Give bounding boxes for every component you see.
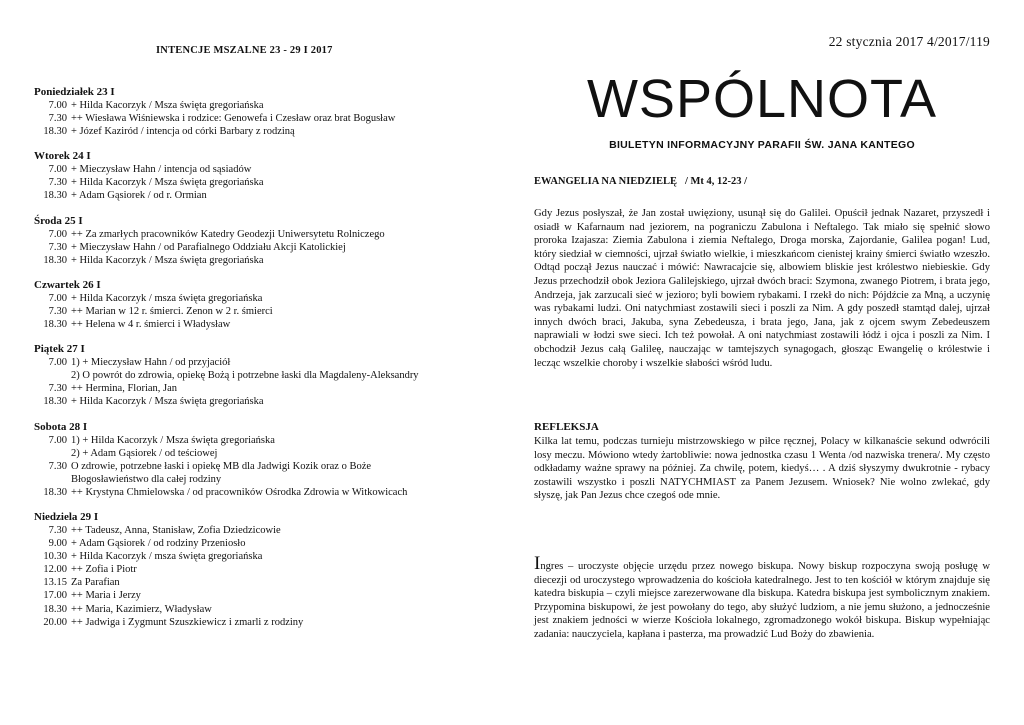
intention-row [34,550,504,563]
intention-row [34,576,504,589]
ingres-text: ngres – uroczyste objęcie urzędu przez nowego biskupa. Nowy biskup rozpoczyna swoją posługę w diecezji od uroczystego wprowadzenia do kościoła katedralnego. Jest to ten kościół w którym znajduje się katedra biskupia – czyli miejsce zarezerwowane dla biskupa. Katedra biskupa jest symbolicznym znakiem. Przypomina biskupowi, że jest powołany do tego, aby służyć ludziom, a nie jemu służono, a jednocześnie jest znakiem jedności w wierze Kościoła lokalnego, zgromadzonego wokół biskupa. Biskup wypełniając zadania: nauczyciela, kapłana i pasterza, ma prowadzić Lud Boży do zbawienia. [534,561,990,640]
intention-text: + Mieczysław Hahn / intencja od sąsiadów [71,164,252,176]
intention-row [34,603,504,616]
mass-time: 7.30 [48,383,67,395]
mass-time: 7.00 [48,357,67,369]
intention-text: + Hilda Kacorzyk / Msza święta gregoriańska [71,396,264,408]
intention-text: ++ Maria i Jerzy [71,590,141,602]
intention-text: ++ Helena w 4 r. śmierci i Władysław [71,319,231,331]
day-block [34,214,504,267]
gospel-text: Gdy Jezus posłyszał, że Jan został uwięziony, usunął się do Galilei. Opuścił jednak Nazaret, przyszedł i osiadł w Kafarnaum nad jeziorem, na pograniczu Zabulona i Neftalego. Tak miało się spełnić słowo proroka Izajasza: Ziemia Zabulona i ziemia Neftalego, Droga morska, Zajordanie, Galilea pogan! Lud, który siedział w ciemności, ujrzał światło wielkie, i mieszkańcom cienistej krainy śmierci światło wzeszło. Odtąd począł Jezus nauczać i mówić: Nawracajcie się, albowiem bliskie jest królestwo niebieskie. Gdy Jezus przechodził obok Jeziora Galilejskiego, ujrzał dwóch braci: Szymona, zwanego Piotrem, i brata jego, Andrzeja, jak zarzucali sieć w jezioro; byli bowiem rybakami. I rzekł do nich: Pójdźcie za Mną, a uczynię was rybakami ludzi. Oni natychmiast zostawili sieci i poszli za Nim. A gdy poszedł stamtąd dalej, ujrzał innych dwóch braci, Jakuba, syna Zebedeusza, i brata jego, Jana, jak z ojcem swym Zebedeuszem naprawiali w łodzi swe sieci. Ich też powołał. A oni natychmiast zostawili łódź i ojca i poszli za Nim. I obchodził Jezus całą Galileę, nauczając w tamtejszych synagogach, głosząc Ewangelię o królestwie i lecząc wszelkie choroby i wszelkie słabości wśród ludu. [534,208,990,369]
mass-time: 20.00 [43,616,67,628]
intention-row [34,125,504,138]
issue-date-number: 22 stycznia 2017 4/2017/119 [828,34,990,49]
day-block [34,510,504,629]
intention-row [34,563,504,576]
intention-text: ++ Za zmarłych pracowników Katedry Geodezji Uniwersytetu Rolniczego [71,228,385,240]
intention-text: + Hilda Kacorzyk / msza święta gregoriańska [71,551,263,563]
intention-text: + Adam Gąsiorek / od rodziny Przeniosło [71,538,246,550]
mass-time [34,447,71,460]
intention-row [34,356,504,369]
intention-text: + Mieczysław Hahn / od Parafialnego Oddziału Akcji Katolickiej [71,241,346,253]
intention-row [34,473,504,486]
mass-time: 18.30 [43,190,67,202]
mass-time: 12.00 [43,564,67,576]
intention-text: 2) O powrót do zdrowia, opiekę Bożą i potrzebne łaski dla Magdaleny-Aleksandry [71,370,419,382]
day-block [34,342,504,408]
intention-row [34,524,504,537]
day-name: Piątek 27 I [34,343,85,356]
intention-text: + Józef Kaziród / intencja od córki Barbary z rodziną [71,126,295,138]
intention-row [34,486,504,499]
mass-time: 7.30 [48,460,67,472]
intention-row [34,369,504,382]
gospel-heading-label: EWANGELIA NA NIEDZIELĘ [534,176,677,187]
intention-text: ++ Maria, Kazimierz, Władysław [71,603,212,615]
mass-time: 18.30 [43,126,67,138]
intention-row [34,318,504,331]
mass-time: 9.00 [48,538,67,550]
intention-row [34,228,504,241]
gospel-reference: / Mt 4, 12-23 / [684,176,748,187]
day-block [34,149,504,202]
intention-text: + Adam Gąsiorek / od r. Ormian [71,190,207,202]
intention-row [34,163,504,176]
intention-text: 1) + Hilda Kacorzyk / Msza święta gregoriańska [71,434,275,446]
intention-row [34,447,504,460]
ingres-initial: I [534,553,541,574]
intention-row [34,176,504,189]
intention-text: ++ Hermina, Florian, Jan [71,383,178,395]
intention-text: Błogosławieństwo dla całej rodziny [71,473,222,485]
intention-row [34,292,504,305]
day-name: Niedziela 29 I [34,510,99,523]
day-name: Czwartek 26 I [34,278,101,291]
mass-time: 7.00 [48,292,67,304]
intention-text: + Hilda Kacorzyk / msza święta gregoriańska [71,292,263,304]
mass-time: 7.00 [48,164,67,176]
intention-row [34,395,504,408]
intention-row [34,382,504,395]
mass-time: 18.30 [43,603,67,615]
intention-text: ++ Marian w 12 r. śmierci. Zenon w 2 r. śmierci [71,305,273,317]
intention-text: ++ Tadeusz, Anna, Stanisław, Zofia Dziedzicowie [71,524,281,536]
day-name: Sobota 28 I [34,420,88,433]
intention-text: 1) + Mieczysław Hahn / od przyjaciół [71,357,231,369]
day-block [34,420,504,499]
intention-row [34,460,504,473]
day-name: Poniedziałek 23 I [34,86,115,98]
mass-intentions-page [34,0,504,725]
intention-text: Za Parafian [71,577,120,589]
intentions-title: INTENCJE MSZALNE 23 - 29 I 2017 [156,45,333,56]
intention-row [34,616,504,629]
intention-text: + Hilda Kacorzyk / Msza święta gregoriańska [71,254,264,266]
mass-time: 18.30 [43,486,67,498]
intention-row [34,305,504,318]
bulletin-masthead: WSPÓLNOTA [586,69,938,129]
mass-time [34,369,71,382]
bulletin-front-page [534,0,990,725]
mass-time: 7.30 [48,305,67,317]
intention-row [34,254,504,267]
mass-time: 7.00 [48,434,67,446]
intention-row [34,589,504,602]
mass-time: 7.30 [48,524,67,536]
mass-time: 7.30 [48,113,67,125]
mass-time: 10.30 [43,551,67,563]
mass-time: 7.00 [48,228,67,240]
mass-time: 7.30 [48,241,67,253]
intention-text: ++ Zofia i Piotr [71,564,137,576]
intention-text: O zdrowie, potrzebne łaski i opiekę MB dla Jadwigi Kozik oraz o Boże [71,460,372,472]
ingres-article [534,554,990,642]
reflection-heading: REFLEKSJA [534,421,599,433]
intentions-list [34,85,504,640]
mass-time: 17.00 [43,590,67,602]
mass-time: 18.30 [43,254,67,266]
intention-text: ++ Jadwiga i Zygmunt Szuszkiewicz i zmarli z rodziny [71,616,304,628]
intention-text: 2) + Adam Gąsiorek / od teściowej [71,447,218,459]
intention-row [34,99,504,112]
mass-time: 13.15 [43,577,67,589]
intention-text: + Hilda Kacorzyk / Msza święta gregoriańska [71,100,264,111]
reflection-text: Kilka lat temu, podczas turnieju mistrzowskiego w piłce ręcznej, Polacy w kilkanaście sekund odwrócili losy meczu. Mówiono wtedy żartobliwie: nowa jednostka czasu 1 Wenta /od nazwiska trenera/. My często odkładamy ważne sprawy na później. Za chwilę, potem, kiedyś… . A dziś słyszymy dwukrotnie - rybacy zostawili wszystko i poszli NATYCHMIAST za Panem Jezusem. Wniosek? Nie wolno zwlekać, gdy słyszę, jak Pan Jezus chce czegoś ode mnie. [534,436,990,502]
gospel-heading [534,176,747,187]
intention-text: ++ Krystyna Chmielowska / od pracowników Ośrodka Zdrowia w Witkowicach [71,486,408,498]
mass-time [34,473,71,486]
day-name: Środa 25 I [34,214,83,227]
mass-time: 7.30 [48,177,67,189]
mass-time: 18.30 [43,319,67,331]
day-name: Wtorek 24 I [34,150,91,163]
intention-row [34,241,504,254]
mass-time: 18.30 [43,396,67,408]
mass-time: 7.00 [48,100,67,111]
intention-row [34,112,504,125]
day-block [34,85,504,138]
day-block [34,278,504,331]
intention-row [34,537,504,550]
bulletin-subtitle: BIULETYN INFORMACYJNY PARAFII ŚW. JANA KANTEGO [609,139,915,151]
intention-text: + Hilda Kacorzyk / Msza święta gregoriańska [71,177,264,189]
intention-row [34,434,504,447]
intention-row [34,189,504,202]
intention-text: ++ Wiesława Wiśniewska i rodzice: Genowefa i Czesław oraz brat Bogusław [71,113,396,125]
